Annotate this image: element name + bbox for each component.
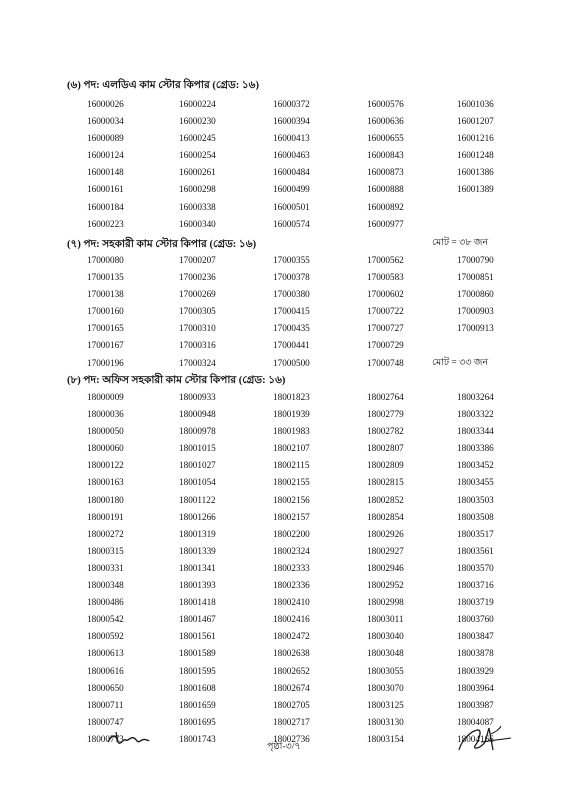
section-6-total: মোট = ৩৮ জন — [432, 238, 489, 248]
table-row — [87, 714, 517, 731]
roll-number-cell: 18002115 — [273, 460, 310, 471]
roll-number-cell: 16000223 — [87, 218, 124, 229]
roll-number-cell: 18001341 — [179, 562, 216, 573]
roll-number-cell: 18002652 — [273, 665, 310, 676]
section-6-title: (৬) পদ: এলডিএ কাম স্টোর কিপার (গ্রেড: ১৬) — [67, 80, 259, 91]
table-row — [87, 457, 517, 474]
table-row — [87, 164, 517, 181]
roll-number-cell: 18003386 — [457, 443, 494, 454]
roll-number-cell: 18002764 — [367, 392, 404, 402]
roll-number-cell: 18003055 — [367, 665, 404, 676]
roll-number-cell: 18001339 — [179, 545, 216, 556]
roll-number-cell: 18000711 — [87, 699, 124, 710]
roll-number-cell: 18001695 — [179, 716, 216, 727]
section-8-roll-table — [87, 389, 517, 748]
roll-number-cell: 16000888 — [367, 184, 404, 195]
roll-number-cell: 16000245 — [179, 133, 216, 144]
roll-number-cell: 16000148 — [87, 167, 124, 178]
table-row — [87, 423, 517, 440]
table-row — [87, 130, 517, 147]
roll-number-cell: 18003322 — [457, 409, 494, 420]
table-row — [87, 147, 517, 164]
roll-number-cell: 18003987 — [457, 699, 494, 710]
page-number: পৃষ্ঠা-৩/৭ — [267, 742, 301, 752]
table-row — [87, 474, 517, 491]
roll-number-cell: 18003040 — [367, 631, 404, 642]
roll-number-cell: 16000843 — [367, 150, 404, 161]
roll-number-cell: 16000499 — [273, 184, 310, 195]
table-row — [87, 628, 517, 645]
roll-number-cell — [457, 337, 517, 354]
roll-number-cell: 18001319 — [179, 528, 216, 539]
roll-number-cell: 17000748 — [367, 357, 404, 368]
roll-number-cell: 17000378 — [273, 272, 310, 283]
roll-number-cell: 18000180 — [87, 494, 124, 505]
table-row — [87, 96, 517, 113]
roll-number-cell: 18002336 — [273, 580, 310, 591]
roll-number-cell: 18000348 — [87, 580, 124, 591]
roll-number-cell: 18000163 — [87, 477, 124, 488]
roll-number-cell: 16000574 — [273, 218, 310, 229]
roll-number-cell: 16000089 — [87, 133, 124, 144]
roll-number-cell: 17000305 — [179, 306, 216, 317]
roll-number-cell: 16000161 — [87, 184, 124, 195]
table-row — [87, 560, 517, 577]
roll-number-cell: 18003847 — [457, 631, 494, 642]
roll-number-cell: 18000009 — [87, 392, 124, 402]
roll-number-cell: 16000636 — [367, 116, 404, 127]
roll-number-cell: 16000034 — [87, 116, 124, 127]
roll-number-cell: 17000167 — [87, 340, 124, 351]
roll-number-cell: 18002998 — [367, 597, 404, 608]
roll-number-cell: 17000435 — [273, 323, 310, 334]
roll-number-cell: 17000562 — [367, 255, 404, 265]
roll-number-cell: 17000269 — [179, 289, 216, 300]
roll-number-cell: 18000331 — [87, 562, 124, 573]
roll-number-cell: 17000135 — [87, 272, 124, 283]
roll-number-cell: 18002927 — [367, 545, 404, 556]
table-row — [87, 199, 517, 216]
table-row — [87, 577, 517, 594]
roll-number-cell: 18002736 — [273, 733, 310, 744]
roll-number-cell: 18000050 — [87, 426, 124, 437]
section-7-roll-table — [87, 252, 517, 372]
roll-number-cell: 18003508 — [457, 511, 494, 522]
roll-number-cell: 17000080 — [87, 255, 124, 265]
roll-number-cell: 17000310 — [179, 323, 216, 334]
roll-number-cell: 17000236 — [179, 272, 216, 283]
roll-number-cell: 16000254 — [179, 150, 216, 161]
roll-number-cell: 16001036 — [457, 99, 494, 109]
roll-number-cell: 16001248 — [457, 150, 494, 161]
roll-number-cell: 18000272 — [87, 528, 124, 539]
roll-number-cell — [457, 199, 517, 216]
roll-number-cell: 17000196 — [87, 357, 124, 368]
roll-number-cell: 18003048 — [367, 648, 404, 659]
roll-number-cell: 18003455 — [457, 477, 494, 488]
roll-number-cell: 18002705 — [273, 699, 310, 710]
roll-number-cell: 18000315 — [87, 545, 124, 556]
roll-number-cell: 18002472 — [273, 631, 310, 642]
roll-number-cell: 18000933 — [179, 392, 216, 402]
roll-number-cell: 17000415 — [273, 306, 310, 317]
roll-number-cell: 16000372 — [273, 99, 310, 109]
roll-number-cell: 18001418 — [179, 597, 216, 608]
roll-number-cell: 17000500 — [273, 357, 310, 368]
roll-number-cell: 18002155 — [273, 477, 310, 488]
roll-number-cell: 18001054 — [179, 477, 216, 488]
roll-number-cell: 18002779 — [367, 409, 404, 420]
roll-number-cell: 18002156 — [273, 494, 310, 505]
roll-number-cell: 16001389 — [457, 184, 494, 195]
roll-number-cell: 16000184 — [87, 201, 124, 212]
table-row — [87, 645, 517, 662]
roll-number-cell: 18000747 — [87, 716, 124, 727]
roll-number-cell: 18001393 — [179, 580, 216, 591]
table-row — [87, 337, 517, 354]
roll-number-cell: 18001983 — [273, 426, 310, 437]
roll-number-cell: 18003264 — [457, 392, 494, 402]
roll-number-cell: 18000542 — [87, 614, 124, 625]
roll-number-cell: 18000036 — [87, 409, 124, 420]
table-row — [87, 611, 517, 628]
roll-number-cell: 16000298 — [179, 184, 216, 195]
roll-number-cell: 18001122 — [179, 494, 216, 505]
roll-number-cell: 18002854 — [367, 511, 404, 522]
roll-number-cell: 18001823 — [273, 392, 310, 402]
table-row — [87, 680, 517, 697]
roll-number-cell: 18002717 — [273, 716, 310, 727]
roll-number-cell: 18000122 — [87, 460, 124, 471]
roll-number-cell: 16000576 — [367, 99, 404, 109]
roll-number-cell: 18001743 — [179, 733, 216, 744]
roll-number-cell: 18003719 — [457, 597, 494, 608]
table-row — [87, 526, 517, 543]
roll-number-cell: 17000851 — [457, 272, 494, 283]
roll-number-cell: 17000380 — [273, 289, 310, 300]
roll-number-cell: 18000616 — [87, 665, 124, 676]
roll-number-cell: 18002333 — [273, 562, 310, 573]
roll-number-cell: 18000191 — [87, 511, 124, 522]
table-row — [87, 543, 517, 560]
roll-number-cell: 16001386 — [457, 167, 494, 178]
table-row — [87, 252, 517, 269]
roll-number-cell: 16000338 — [179, 201, 216, 212]
roll-number-cell: 17000441 — [273, 340, 310, 351]
roll-number-cell: 16000413 — [273, 133, 310, 144]
table-row — [87, 509, 517, 526]
roll-number-cell: 18002852 — [367, 494, 404, 505]
roll-number-cell: 16001207 — [457, 116, 494, 127]
roll-number-cell: 18000650 — [87, 682, 124, 693]
roll-number-cell: 17000583 — [367, 272, 404, 283]
roll-number-cell: 18003070 — [367, 682, 404, 693]
roll-number-cell: 18003154 — [367, 733, 404, 744]
roll-number-cell: 18002807 — [367, 443, 404, 454]
roll-number-cell: 18000060 — [87, 443, 124, 454]
roll-number-cell: 16000124 — [87, 150, 124, 161]
roll-number-cell: 18003344 — [457, 426, 494, 437]
roll-number-cell: 18001015 — [179, 443, 216, 454]
roll-number-cell: 18002107 — [273, 443, 310, 454]
roll-number-cell: 16000655 — [367, 133, 404, 144]
roll-number-cell: 17000316 — [179, 340, 216, 351]
roll-number-cell: 18001027 — [179, 460, 216, 471]
roll-number-cell: 18002952 — [367, 580, 404, 591]
roll-number-cell: 16000394 — [273, 116, 310, 127]
roll-number-cell: 16000977 — [367, 218, 404, 229]
roll-number-cell: 18002809 — [367, 460, 404, 471]
roll-number-cell: 17000722 — [367, 306, 404, 317]
roll-number-cell: 17000324 — [179, 357, 216, 368]
roll-number-cell: 18003929 — [457, 665, 494, 676]
roll-number-cell: 16000230 — [179, 116, 216, 127]
roll-number-cell: 16001216 — [457, 133, 494, 144]
roll-number-cell: 18002782 — [367, 426, 404, 437]
roll-number-cell: 18003561 — [457, 545, 494, 556]
roll-number-cell: 18002324 — [273, 545, 310, 556]
section-7-total: মোট = ৩৩ জন — [432, 358, 489, 368]
roll-number-cell: 18003964 — [457, 682, 494, 693]
roll-number-cell: 17000602 — [367, 289, 404, 300]
roll-number-cell: 17000903 — [457, 306, 494, 317]
roll-number-cell: 18003517 — [457, 528, 494, 539]
roll-number-cell: 18003716 — [457, 580, 494, 591]
table-row — [87, 216, 517, 233]
roll-number-cell: 16000340 — [179, 218, 216, 229]
roll-number-cell: 18003125 — [367, 699, 404, 710]
roll-number-cell: 18002674 — [273, 682, 310, 693]
roll-number-cell: 18003878 — [457, 648, 494, 659]
roll-number-cell: 17000207 — [179, 255, 216, 265]
roll-number-cell: 16000261 — [179, 167, 216, 178]
table-row — [87, 594, 517, 611]
roll-number-cell: 18000948 — [179, 409, 216, 420]
roll-number-cell: 18003011 — [367, 614, 404, 625]
roll-number-cell: 17000860 — [457, 289, 494, 300]
table-row — [87, 389, 517, 406]
table-row — [87, 440, 517, 457]
roll-number-cell: 17000729 — [367, 340, 404, 351]
roll-number-cell: 18001595 — [179, 665, 216, 676]
table-row — [87, 406, 517, 423]
roll-number-cell: 18002926 — [367, 528, 404, 539]
table-row — [87, 303, 517, 320]
roll-number-cell: 18001266 — [179, 511, 216, 522]
roll-number-cell: 16000892 — [367, 201, 404, 212]
roll-number-cell: 17000160 — [87, 306, 124, 317]
roll-number-cell: 18001939 — [273, 409, 310, 420]
table-row — [87, 663, 517, 680]
roll-number-cell: 18002946 — [367, 562, 404, 573]
roll-number-cell: 16000224 — [179, 99, 216, 109]
roll-number-cell: 18000613 — [87, 648, 124, 659]
left-signature — [106, 728, 150, 750]
roll-number-cell: 18004166 — [457, 733, 494, 744]
roll-number-cell: 18001589 — [179, 648, 216, 659]
roll-number-cell: 17000727 — [367, 323, 404, 334]
roll-number-cell: 18004087 — [457, 716, 494, 727]
roll-number-cell: 18001608 — [179, 682, 216, 693]
roll-number-cell: 18003570 — [457, 562, 494, 573]
roll-number-cell: 18002157 — [273, 511, 310, 522]
roll-number-cell: 16000484 — [273, 167, 310, 178]
table-row — [87, 181, 517, 198]
roll-number-cell: 18001467 — [179, 614, 216, 625]
section-8-title: (৮) পদ: অফিস সহকারী কাম স্টোর কিপার (গ্রেড: ১৬) — [67, 375, 286, 386]
roll-number-cell: 18003503 — [457, 494, 494, 505]
roll-number-cell: 18001659 — [179, 699, 216, 710]
table-row — [87, 731, 517, 748]
roll-number-cell: 17000355 — [273, 255, 310, 265]
roll-number-cell: 16000873 — [367, 167, 404, 178]
table-row — [87, 492, 517, 509]
roll-number-cell: 18000773 — [87, 733, 124, 744]
roll-number-cell: 18000486 — [87, 597, 124, 608]
roll-number-cell: 18002815 — [367, 477, 404, 488]
roll-number-cell: 18003130 — [367, 716, 404, 727]
roll-number-cell: 18002200 — [273, 528, 310, 539]
roll-number-cell: 17000790 — [457, 255, 494, 265]
roll-number-cell: 16000463 — [273, 150, 310, 161]
roll-number-cell: 17000138 — [87, 289, 124, 300]
table-row — [87, 320, 517, 337]
roll-number-cell: 17000913 — [457, 323, 494, 334]
roll-number-cell: 16000501 — [273, 201, 310, 212]
roll-number-cell: 17000165 — [87, 323, 124, 334]
table-row — [87, 286, 517, 303]
roll-number-cell: 18002416 — [273, 614, 310, 625]
roll-number-cell: 18000978 — [179, 426, 216, 437]
roll-number-cell: 18002410 — [273, 597, 310, 608]
section-7-title: (৭) পদ: সহকারী কাম স্টোর কিপার (গ্রেড: ১৬) — [67, 239, 257, 250]
table-row — [87, 113, 517, 130]
roll-number-cell: 18003452 — [457, 460, 494, 471]
roll-number-cell: 18002638 — [273, 648, 310, 659]
roll-number-cell: 16000026 — [87, 99, 124, 109]
table-row — [87, 269, 517, 286]
section-6-roll-table — [87, 96, 517, 233]
roll-number-cell: 18001561 — [179, 631, 216, 642]
roll-number-cell — [457, 216, 517, 233]
right-signature — [455, 720, 515, 760]
table-row — [87, 697, 517, 714]
roll-number-cell: 18003760 — [457, 614, 494, 625]
roll-number-cell: 18000592 — [87, 631, 124, 642]
